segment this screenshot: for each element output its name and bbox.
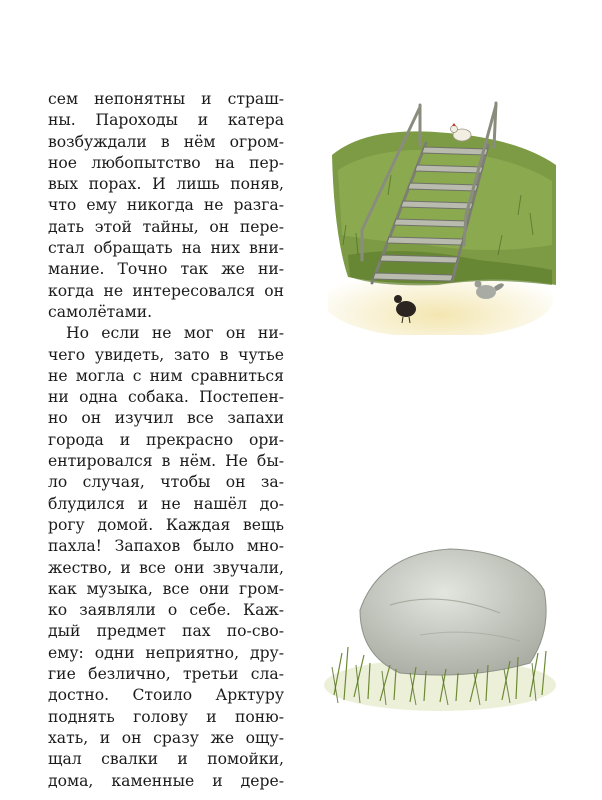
text-line: сем непонятны и страш-	[48, 90, 284, 108]
text-line: чего увидеть, зато в чутье	[48, 345, 284, 364]
text-line: ентировался в нём. Не бы-	[48, 452, 284, 471]
text-line: ное любопытство на пер-	[48, 153, 284, 172]
text-line: рогу домой. Каждая вещь	[48, 515, 284, 534]
text-line: города и прекрасно ори-	[48, 430, 284, 449]
text-line: гие безлично, третьи сла-	[48, 665, 284, 684]
text-line: поднять голову и поню-	[48, 707, 284, 726]
text-line: ло случая, чтобы он за-	[48, 473, 284, 492]
text-line: ему: одни неприятно, дру-	[48, 643, 284, 662]
text-line: достно. Стоило Арктуру	[48, 686, 284, 705]
text-line: пахла! Запахов было мно-	[48, 537, 284, 556]
text-line: дома, каменные и дере-	[48, 771, 284, 790]
text-line: дать этой тайны, он пере-	[48, 217, 284, 236]
text-line: ко заявляли о себе. Каж-	[48, 601, 284, 620]
text-line: не могла с ним сравниться	[48, 366, 284, 385]
text-line: ны. Пароходы и катера	[48, 111, 284, 130]
text-line: блудился и не нашёл до-	[48, 494, 284, 513]
text-line: хать, и он сразу же ощу-	[48, 728, 284, 747]
text-line: ни одна собака. Постепен-	[48, 388, 284, 407]
text-line: как музыка, все они гром-	[48, 579, 284, 598]
text-line: самолётами.	[48, 302, 153, 321]
text-line: жество, и все они звучали,	[48, 558, 284, 577]
body-text	[48, 89, 284, 792]
text-line: стал обращать на них вни-	[48, 239, 284, 258]
stone-illustration	[320, 535, 560, 715]
text-line: возбуждали в нём огром-	[48, 132, 284, 151]
text-line: щал свалки и помойки,	[48, 750, 284, 769]
text-line: вых порах. И лишь поняв,	[48, 175, 284, 194]
text-line: но он изучил все запахи	[48, 409, 284, 428]
text-line: когда не интересовался он	[48, 281, 284, 300]
text-line: дый предмет пах по-сво-	[48, 622, 284, 641]
text-line: Но если не мог он ни-	[66, 324, 284, 343]
text-line: мание. Точно так же ни-	[48, 260, 284, 279]
stairs-illustration	[328, 95, 560, 335]
text-line: что ему никогда не разга-	[48, 196, 284, 215]
